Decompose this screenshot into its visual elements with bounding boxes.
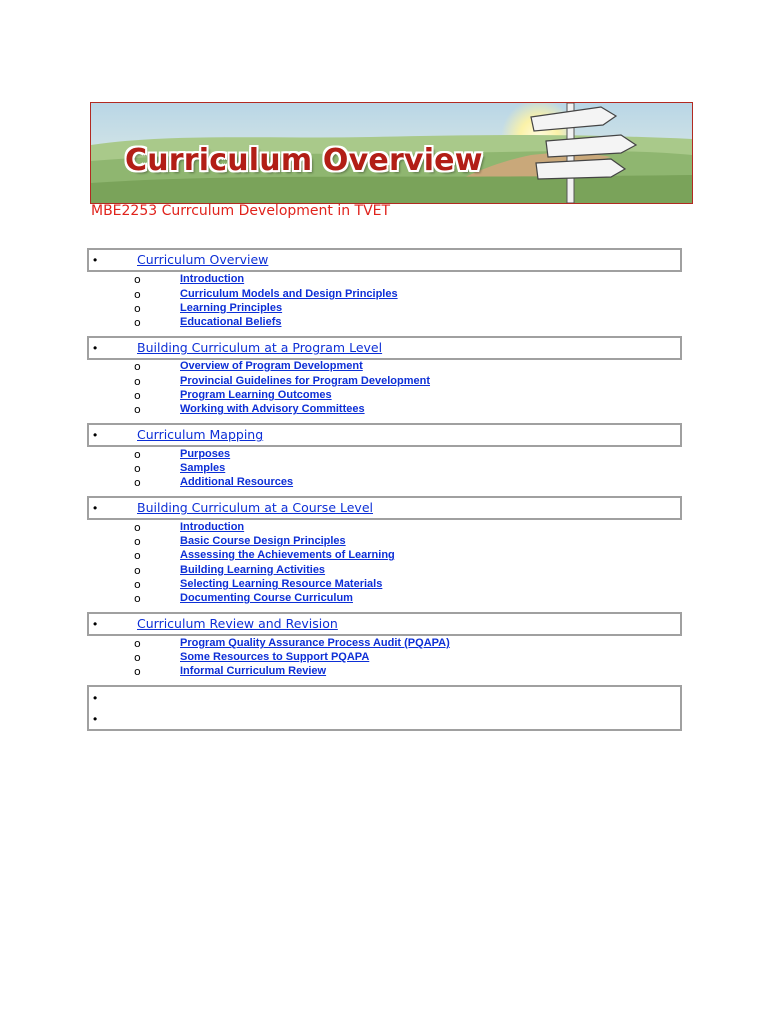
list-item — [0, 535, 600, 549]
list-item — [0, 564, 600, 578]
list-item — [0, 665, 600, 679]
bullet-icon: • — [93, 341, 98, 355]
circle-bullet-icon: o — [134, 564, 141, 577]
sub-link[interactable]: Informal Curriculum Review — [180, 665, 327, 677]
bullet-icon: • — [93, 617, 98, 631]
circle-bullet-icon: o — [134, 403, 141, 416]
list-item — [0, 302, 600, 316]
circle-bullet-icon: o — [134, 665, 141, 678]
list-item — [0, 288, 600, 302]
circle-bullet-icon: o — [134, 360, 141, 373]
circle-bullet-icon: o — [134, 651, 141, 664]
circle-bullet-icon: o — [134, 462, 141, 475]
sub-link[interactable]: Educational Beliefs — [180, 316, 282, 328]
list-item — [0, 476, 600, 490]
list-item — [0, 549, 600, 563]
section-link-review-revision[interactable]: Curriculum Review and Revision — [137, 616, 338, 631]
list-item — [0, 403, 600, 417]
sub-link[interactable]: Purposes — [180, 448, 231, 460]
sub-link[interactable]: Documenting Course Curriculum — [180, 592, 353, 604]
circle-bullet-icon: o — [134, 535, 141, 548]
list-item — [0, 462, 600, 476]
sub-link[interactable]: Assessing the Achievements of Learning — [180, 549, 395, 561]
list-item — [0, 448, 600, 462]
sub-link[interactable]: Overview of Program Development — [180, 360, 363, 372]
sub-link[interactable]: Provincial Guidelines for Program Development — [180, 375, 431, 387]
list-item — [0, 637, 600, 651]
sub-link[interactable]: Additional Resources — [180, 476, 294, 488]
section-box — [87, 612, 682, 636]
section-box — [87, 423, 682, 447]
circle-bullet-icon: o — [134, 302, 141, 315]
sub-link[interactable]: Program Quality Assurance Process Audit (PQAPA) — [180, 637, 450, 649]
section-link-program-level[interactable]: Building Curriculum at a Program Level — [137, 340, 383, 355]
sub-link[interactable]: Basic Course Design Principles — [180, 535, 346, 547]
sub-link[interactable]: Introduction — [180, 273, 245, 285]
list-item — [0, 273, 600, 287]
section-box — [87, 336, 682, 360]
list-item — [0, 316, 600, 330]
sub-link[interactable]: Some Resources to Support PQAPA — [180, 651, 370, 663]
list-item — [0, 360, 600, 374]
section-link-curriculum-mapping[interactable]: Curriculum Mapping — [137, 427, 264, 442]
bullet-icon: • — [93, 253, 98, 267]
circle-bullet-icon: o — [134, 448, 141, 461]
circle-bullet-icon: o — [134, 521, 141, 534]
list-item — [0, 375, 600, 389]
circle-bullet-icon: o — [134, 549, 141, 562]
sub-link[interactable]: Introduction — [180, 521, 245, 533]
circle-bullet-icon: o — [134, 476, 141, 489]
list-item — [0, 592, 600, 606]
sub-link[interactable]: Learning Principles — [180, 302, 283, 314]
bullet-icon: • — [93, 712, 98, 726]
list-item — [0, 389, 600, 403]
banner-title: Curriculum Overview — [125, 143, 483, 178]
list-item — [0, 578, 600, 592]
section-box — [87, 248, 682, 272]
bullet-icon: • — [93, 691, 98, 705]
sub-link[interactable]: Selecting Learning Resource Materials — [180, 578, 383, 590]
circle-bullet-icon: o — [134, 389, 141, 402]
banner-image — [90, 102, 693, 204]
empty-section-box — [87, 685, 682, 731]
sub-link[interactable]: Curriculum Models and Design Principles — [180, 288, 398, 300]
sub-link[interactable]: Program Learning Outcomes — [180, 389, 332, 401]
circle-bullet-icon: o — [134, 316, 141, 329]
sub-link[interactable]: Samples — [180, 462, 226, 474]
circle-bullet-icon: o — [134, 375, 141, 388]
bullet-icon: • — [93, 428, 98, 442]
list-item — [0, 651, 600, 665]
bullet-icon: • — [93, 501, 98, 515]
section-link-course-level[interactable]: Building Curriculum at a Course Level — [137, 500, 373, 515]
circle-bullet-icon: o — [134, 273, 141, 286]
sub-link[interactable]: Working with Advisory Committees — [180, 403, 365, 415]
section-box — [87, 496, 682, 520]
section-link-curriculum-overview[interactable]: Curriculum Overview — [137, 252, 269, 267]
sub-link[interactable]: Building Learning Activities — [180, 564, 326, 576]
circle-bullet-icon: o — [134, 592, 141, 605]
circle-bullet-icon: o — [134, 578, 141, 591]
course-subtitle: MBE2253 Currculum Development in TVET — [91, 203, 391, 219]
list-item — [0, 521, 600, 535]
circle-bullet-icon: o — [134, 288, 141, 301]
circle-bullet-icon: o — [134, 637, 141, 650]
